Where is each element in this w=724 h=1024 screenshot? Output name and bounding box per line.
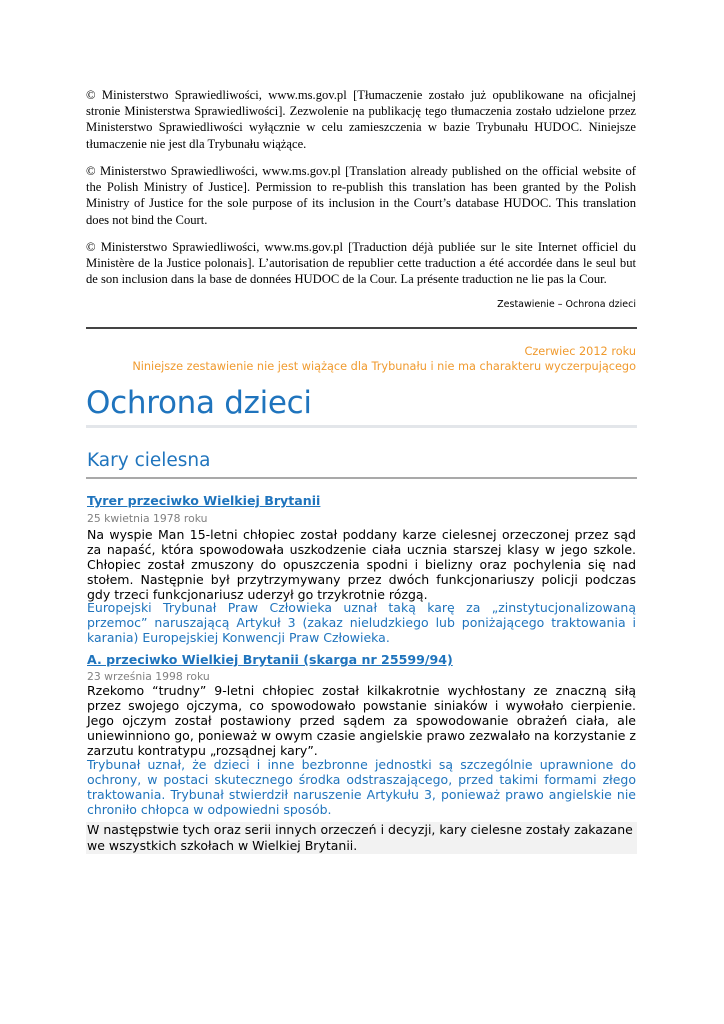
case-ruling: Trybunał uznał, że dzieci i inne bezbronne jednostki są szczególnie uprawnione do ochrony, w postaci skutecznego środka odstraszającego, przed takimi formami złego traktowania. Trybunał stwierdził naruszenie Artykułu 3, ponieważ prawo angielskie nie chroniło chłopca w odpowiedni sposób.	[87, 757, 636, 817]
case-date: 25 kwietnia 1978 roku	[87, 512, 208, 525]
title-divider	[86, 425, 637, 428]
publication-date: Czerwiec 2012 roku	[524, 345, 636, 358]
case-date: 23 września 1998 roku	[87, 670, 210, 683]
copyright-notice-english: © Ministerstwo Sprawiedliwości, www.ms.gov.pl [Translation already published on the official website of the Polish Ministry of Justice]. Permission to re-publish this translation has been granted by the Polish Ministry of Justice for the sole purpose of its inclusion in the Court’s database HUDOC. This translation does not bind the Court.	[86, 164, 636, 227]
disclaimer: Niniejsze zestawienie nie jest wiążące dla Trybunału i nie ma charakteru wyczerpującego	[132, 360, 636, 373]
header-divider	[86, 327, 637, 329]
case-link-tyrer[interactable]: Tyrer przeciwko Wielkiej Brytanii	[87, 493, 321, 508]
case-facts: Na wyspie Man 15-letni chłopiec został poddany karze cielesnej orzeczonej przez sąd za napaść, która spowodowała uszkodzenie ciała ucznia starszej klasy w jego szkole. Chłopiec został zmuszony do opuszczenia spodni i bielizny oraz pochylenia się nad stołem. Następnie był przytrzymywany przez dwóch funkcjonariuszy policji podczas gdy trzeci funkcjonariusz uderzył go trzykrotnie rózgą.	[87, 527, 636, 602]
conclusion-box	[86, 822, 637, 854]
case-link-a-v-uk[interactable]: A. przeciwko Wielkiej Brytanii (skarga nr 25599/94)	[87, 652, 453, 667]
running-header: Zestawienie – Ochrona dzieci	[497, 299, 636, 310]
conclusion-text: W następstwie tych oraz serii innych orzeczeń i decyzji, kary cielesne zostały zakazane we wszystkich szkołach w Wielkiej Brytanii.	[87, 822, 633, 853]
section-divider	[86, 477, 637, 479]
case-ruling: Europejski Trybunał Praw Człowieka uznał taką karę za „zinstytucjonalizowaną przemoc” naruszającą Artykuł 3 (zakaz nieludzkiego lub poniżającego traktowania i karania) Europejskiej Konwencji Praw Człowieka.	[87, 600, 636, 645]
copyright-notice-polish: © Ministerstwo Sprawiedliwości, www.ms.gov.pl [Tłumaczenie zostało już opublikowane na oficjalnej stronie Ministerstwa Sprawiedliwości]. Zezwolenie na publikację tego tłumaczenia zostało udzielone przez Ministerstwo Sprawiedliwości wyłącznie w celu zamieszczenia w bazie Trybunału HUDOC. Niniejsze tłumaczenie nie jest dla Trybunału wiążące.	[86, 88, 636, 151]
section-title: Kary cielesna	[87, 450, 211, 471]
copyright-notice-french: © Ministerstwo Sprawiedliwości, www.ms.gov.pl [Traduction déjà publiée sur le site Internet officiel du Ministère de la Justice polonais]. L’autorisation de republier cette traduction a été accordée dans le seul but de son inclusion dans la base de données HUDOC de la Cour. La présente traduction ne lie pas la Cour.	[86, 240, 636, 287]
page-title: Ochrona dzieci	[86, 385, 312, 421]
case-facts: Rzekomo “trudny” 9-letni chłopiec został kilkakrotnie wychłostany ze znaczną siłą przez swojego ojczyma, co spowodowało powstanie siniaków i wywołało cierpienie. Jego ojczym został postawiony przed sądem za spowodowanie obrażeń ciała, ale uniewinniono go, ponieważ w owym czasie angielskie prawo zezwalało na korzystanie z zarzutu kontratypu „rozsądnej kary”.	[87, 683, 636, 758]
